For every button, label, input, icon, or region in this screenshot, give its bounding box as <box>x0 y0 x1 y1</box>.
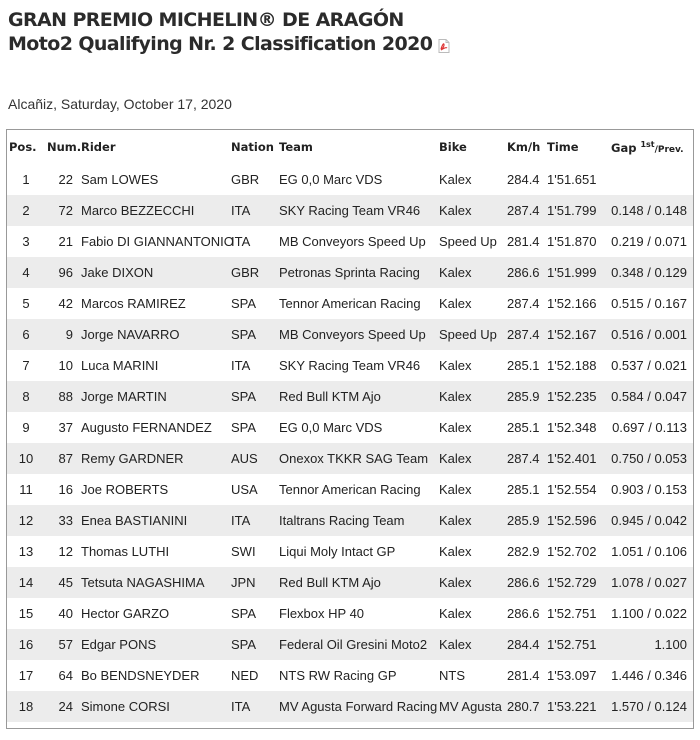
session-title-line <box>8 32 450 56</box>
cell-pos: 3 <box>22 234 30 249</box>
cell-num: 96 <box>45 257 79 288</box>
cell-num: 24 <box>45 691 79 722</box>
cell-time: 1'53.221 <box>545 691 609 722</box>
cell-rider: Luca MARINI <box>81 358 159 373</box>
cell-pos: 13 <box>18 544 34 559</box>
col-num-header[interactable]: Num. <box>47 140 82 154</box>
cell-nation: ITA <box>231 358 251 373</box>
cell-gap: 1.570 / 0.124 <box>609 691 693 722</box>
cell-rider: Fabio DI GIANNANTONIO <box>81 234 234 249</box>
table-row[interactable] <box>7 598 693 629</box>
table-row[interactable] <box>7 660 693 691</box>
cell-time: 1'52.596 <box>545 505 609 536</box>
cell-pos: 1 <box>22 172 30 187</box>
cell-num: 37 <box>58 420 73 435</box>
cell-kmh: 285.9 <box>505 505 545 536</box>
table-row[interactable] <box>7 226 693 257</box>
cell-gap: 1.051 / 0.106 <box>611 544 687 559</box>
cell-pos: 11 <box>19 482 33 497</box>
table-row[interactable] <box>7 195 693 226</box>
cell-nation: NED <box>231 668 259 683</box>
cell-pos: 2 <box>7 195 45 226</box>
cell-bike: Kalex <box>437 505 505 536</box>
cell-kmh: 286.6 <box>505 257 545 288</box>
cell-time: 1'51.999 <box>545 257 609 288</box>
cell-team: Red Bull KTM Ajo <box>277 567 437 598</box>
cell-rider: Jorge NAVARRO <box>79 319 229 350</box>
cell-bike: Kalex <box>437 257 505 288</box>
cell-pos: 12 <box>7 505 45 536</box>
cell-bike: Kalex <box>439 606 472 621</box>
cell-gap: 0.515 / 0.167 <box>611 296 687 311</box>
cell-gap: 0.903 / 0.153 <box>611 482 687 497</box>
cell-bike: Speed Up <box>439 234 497 249</box>
cell-gap: 0.584 / 0.047 <box>609 381 693 412</box>
cell-kmh: 286.6 <box>507 606 540 621</box>
cell-num: 9 <box>45 319 79 350</box>
cell-bike: Kalex <box>437 443 505 474</box>
cell-team: NTS RW Racing GP <box>279 668 397 683</box>
table-row[interactable] <box>7 629 693 660</box>
table-row[interactable] <box>7 319 693 350</box>
cell-num: 57 <box>45 629 79 660</box>
cell-kmh: 284.4 <box>507 172 540 187</box>
cell-time: 1'52.554 <box>547 482 597 497</box>
cell-gap: 0.219 / 0.071 <box>611 234 687 249</box>
cell-gap <box>609 164 693 195</box>
cell-pos: 6 <box>7 319 45 350</box>
cell-num: 87 <box>45 443 79 474</box>
cell-kmh: 282.9 <box>507 544 540 559</box>
table-row[interactable] <box>7 412 693 443</box>
cell-pos: 7 <box>22 358 30 373</box>
cell-rider: Augusto FERNANDEZ <box>81 420 212 435</box>
pdf-icon[interactable] <box>438 35 450 49</box>
cell-pos: 17 <box>18 668 34 683</box>
cell-rider: Marco BEZZECCHI <box>79 195 229 226</box>
cell-bike: Kalex <box>437 195 505 226</box>
cell-pos: 16 <box>7 629 45 660</box>
cell-nation: JPN <box>229 567 277 598</box>
col-rider-header[interactable]: Rider <box>81 140 116 154</box>
col-kmh-header[interactable]: Km/h <box>507 140 541 154</box>
gap-sub: /Prev. <box>654 144 684 155</box>
cell-num: 72 <box>45 195 79 226</box>
cell-time: 1'53.097 <box>547 668 597 683</box>
cell-pos: 4 <box>7 257 45 288</box>
cell-num: 42 <box>58 296 73 311</box>
cell-time: 1'51.870 <box>547 234 597 249</box>
cell-rider: Jorge MARTIN <box>79 381 229 412</box>
cell-time: 1'52.729 <box>545 567 609 598</box>
cell-pos: 10 <box>7 443 45 474</box>
cell-gap: 1.100 <box>609 629 693 660</box>
cell-gap: 0.148 / 0.148 <box>609 195 693 226</box>
table-row[interactable] <box>7 505 693 536</box>
cell-nation: ITA <box>229 505 277 536</box>
cell-pos: 14 <box>7 567 45 598</box>
cell-team: EG 0,0 Marc VDS <box>279 172 383 187</box>
cell-gap: 1.446 / 0.346 <box>611 668 687 683</box>
table-row[interactable] <box>7 288 693 319</box>
table-header-row <box>7 130 693 164</box>
cell-time: 1'51.799 <box>545 195 609 226</box>
cell-nation: ITA <box>229 195 277 226</box>
cell-team: MV Agusta Forward Racing <box>277 691 437 722</box>
cell-kmh: 287.4 <box>505 443 545 474</box>
table-row[interactable] <box>7 350 693 381</box>
cell-num: 64 <box>58 668 73 683</box>
cell-nation: ITA <box>231 234 251 249</box>
cell-num: 21 <box>58 234 73 249</box>
cell-pos: 8 <box>7 381 45 412</box>
cell-num: 22 <box>58 172 73 187</box>
col-team-header[interactable]: Team <box>279 140 313 154</box>
cell-bike: Kalex <box>437 629 505 660</box>
cell-bike: Speed Up <box>437 319 505 350</box>
cell-team: MB Conveyors Speed Up <box>279 234 426 249</box>
cell-bike: MV Agusta <box>437 691 505 722</box>
cell-rider: Remy GARDNER <box>79 443 229 474</box>
cell-num: 33 <box>45 505 79 536</box>
cell-nation: SPA <box>229 381 277 412</box>
cell-num: 10 <box>58 358 73 373</box>
cell-rider: Enea BASTIANINI <box>79 505 229 536</box>
cell-rider: Edgar PONS <box>79 629 229 660</box>
cell-pos: 9 <box>22 420 30 435</box>
table-row[interactable] <box>7 164 693 195</box>
cell-kmh: 281.4 <box>507 234 540 249</box>
cell-num: 45 <box>45 567 79 598</box>
cell-nation: SPA <box>231 606 257 621</box>
cell-kmh: 285.9 <box>505 381 545 412</box>
document-header <box>8 8 450 56</box>
cell-time: 1'52.702 <box>547 544 597 559</box>
cell-time: 1'52.751 <box>547 606 597 621</box>
cell-team: Italtrans Racing Team <box>277 505 437 536</box>
cell-time: 1'52.235 <box>545 381 609 412</box>
cell-num: 16 <box>58 482 73 497</box>
cell-time: 1'52.751 <box>545 629 609 660</box>
cell-bike: Kalex <box>437 567 505 598</box>
cell-bike: Kalex <box>437 381 505 412</box>
cell-team: Petronas Sprinta Racing <box>277 257 437 288</box>
cell-nation: USA <box>231 482 258 497</box>
event-title: GRAN PREMIO MICHELIN® DE ARAGÓN <box>8 9 404 31</box>
cell-rider: Sam LOWES <box>81 172 159 187</box>
cell-team: Tennor American Racing <box>279 482 421 497</box>
table-row[interactable] <box>7 381 693 412</box>
cell-kmh: 287.4 <box>507 296 540 311</box>
cell-gap: 0.516 / 0.001 <box>609 319 693 350</box>
cell-gap: 0.750 / 0.053 <box>609 443 693 474</box>
cell-time: 1'52.188 <box>547 358 597 373</box>
cell-rider: Thomas LUTHI <box>81 544 170 559</box>
cell-rider: Marcos RAMIREZ <box>81 296 186 311</box>
cell-nation: SPA <box>229 319 277 350</box>
cell-nation: AUS <box>229 443 277 474</box>
cell-pos: 5 <box>22 296 30 311</box>
table-row[interactable] <box>7 443 693 474</box>
cell-team: Flexbox HP 40 <box>279 606 365 621</box>
cell-rider: Jake DIXON <box>79 257 229 288</box>
cell-time: 1'52.167 <box>545 319 609 350</box>
cell-team: Liqui Moly Intact GP <box>279 544 396 559</box>
cell-bike: Kalex <box>439 358 472 373</box>
cell-team: Federal Oil Gresini Moto2 <box>277 629 437 660</box>
cell-nation: SPA <box>231 420 257 435</box>
cell-team: Onexox TKKR SAG Team <box>277 443 437 474</box>
cell-kmh: 285.1 <box>507 482 540 497</box>
place-date: Alcañiz, Saturday, October 17, 2020 <box>8 96 232 112</box>
table-row[interactable] <box>7 567 693 598</box>
cell-team: SKY Racing Team VR46 <box>277 195 437 226</box>
cell-gap: 1.078 / 0.027 <box>609 567 693 598</box>
cell-bike: Kalex <box>439 544 472 559</box>
cell-nation: ITA <box>229 691 277 722</box>
col-nation-header[interactable]: Nation <box>231 140 274 154</box>
cell-team: EG 0,0 Marc VDS <box>279 420 383 435</box>
cell-bike: Kalex <box>439 482 472 497</box>
cell-bike: NTS <box>439 668 465 683</box>
cell-nation: SWI <box>231 544 256 559</box>
cell-kmh: 287.4 <box>505 195 545 226</box>
cell-rider: Simone CORSI <box>79 691 229 722</box>
cell-num: 88 <box>45 381 79 412</box>
cell-rider: Bo BENDSNEYDER <box>81 668 200 683</box>
table-row[interactable] <box>7 474 693 505</box>
col-bike-header[interactable]: Bike <box>439 140 467 154</box>
cell-rider: Hector GARZO <box>81 606 170 621</box>
table-row[interactable] <box>7 536 693 567</box>
cell-kmh: 286.6 <box>505 567 545 598</box>
cell-nation: SPA <box>231 296 257 311</box>
cell-time: 1'51.651 <box>547 172 597 187</box>
cell-gap: 0.537 / 0.021 <box>611 358 687 373</box>
cell-pos: 15 <box>18 606 34 621</box>
cell-bike: Kalex <box>439 296 472 311</box>
cell-gap: 0.697 / 0.113 <box>612 420 687 435</box>
cell-kmh: 285.1 <box>507 420 540 435</box>
cell-rider: Tetsuta NAGASHIMA <box>79 567 229 598</box>
gap-sup: 1st <box>640 139 655 149</box>
cell-gap: 0.945 / 0.042 <box>609 505 693 536</box>
cell-gap: 0.348 / 0.129 <box>609 257 693 288</box>
cell-kmh: 284.4 <box>505 629 545 660</box>
col-time-header[interactable]: Time <box>547 140 579 154</box>
cell-nation: SPA <box>229 629 277 660</box>
cell-kmh: 287.4 <box>505 319 545 350</box>
cell-team: SKY Racing Team VR46 <box>279 358 421 373</box>
cell-kmh: 285.1 <box>507 358 540 373</box>
cell-team: MB Conveyors Speed Up <box>277 319 437 350</box>
session-title: Moto2 Qualifying Nr. 2 Classification 2020 <box>8 33 433 55</box>
cell-time: 1'52.166 <box>547 296 597 311</box>
cell-kmh: 281.4 <box>507 668 540 683</box>
cell-bike: Kalex <box>439 420 472 435</box>
cell-kmh: 280.7 <box>505 691 545 722</box>
gap-label: Gap <box>611 140 637 155</box>
cell-time: 1'52.348 <box>547 420 597 435</box>
classification-table <box>6 129 694 729</box>
cell-pos: 18 <box>7 691 45 722</box>
cell-team: Tennor American Racing <box>279 296 421 311</box>
table-row[interactable] <box>7 691 693 722</box>
cell-gap: 1.100 / 0.022 <box>611 606 687 621</box>
col-gap-header[interactable] <box>609 130 693 164</box>
col-pos-header[interactable]: Pos. <box>9 140 37 154</box>
cell-num: 12 <box>58 544 73 559</box>
cell-time: 1'52.401 <box>545 443 609 474</box>
cell-rider: Joe ROBERTS <box>81 482 169 497</box>
cell-bike: Kalex <box>439 172 472 187</box>
cell-num: 40 <box>58 606 73 621</box>
table-row[interactable] <box>7 257 693 288</box>
cell-nation: GBR <box>231 172 260 187</box>
cell-nation: GBR <box>229 257 277 288</box>
cell-team: Red Bull KTM Ajo <box>277 381 437 412</box>
